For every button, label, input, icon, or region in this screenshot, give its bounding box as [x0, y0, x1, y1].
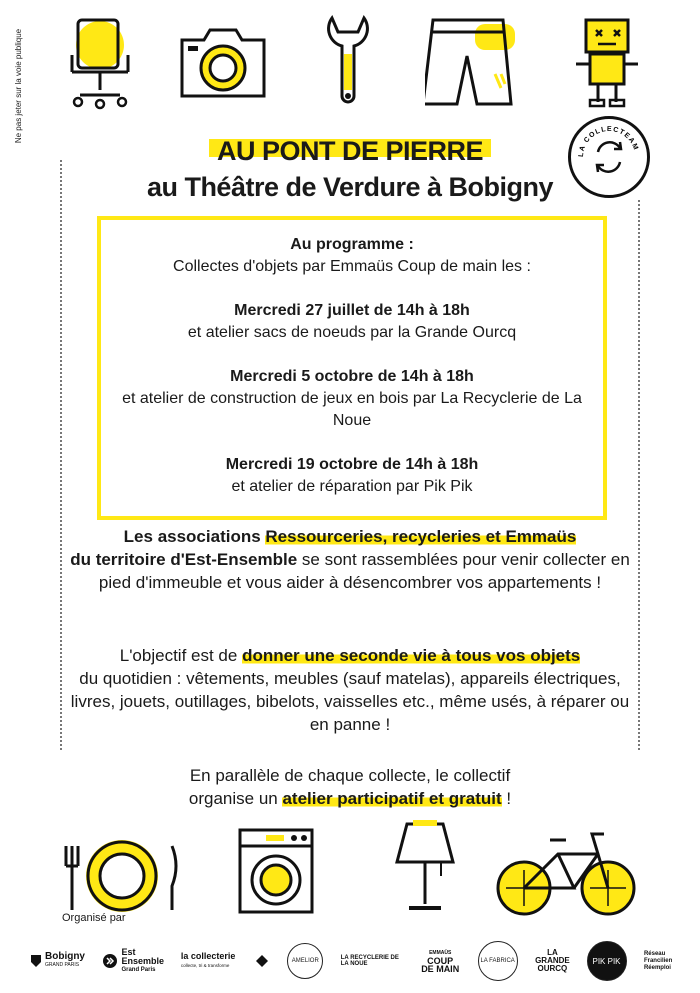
objectif-paragraph [70, 644, 630, 736]
programme-box [97, 216, 607, 520]
side-note: Ne pas jeter sur la voie publique [14, 28, 23, 144]
event-date-3: Mercredi 19 octobre de 14h à 18h [225, 456, 479, 473]
wrench-icon [322, 14, 372, 110]
office-chair-icon [60, 10, 140, 110]
page-subtitle: au Théâtre de Verdure à Bobigny [146, 172, 554, 202]
logo-recyclerie-noue: LA RECYCLERIE DE LA NOUE [340, 955, 399, 967]
est-ensemble-mark-icon [102, 953, 118, 969]
organise-par-label: Organisé par [62, 912, 126, 924]
logo-reseau-francilien-reemploi: Réseau Francilien Réemploi [643, 950, 673, 971]
washing-machine-icon [236, 826, 316, 916]
event-date-2: Mercredi 5 octobre de 14h à 18h [230, 368, 474, 385]
parallele-highlight: atelier participatif et gratuit [282, 789, 502, 808]
event-detail-1: et atelier sacs de noeuds par la Grande Ourcq [187, 324, 517, 341]
logo-bobigny: Bobigny GRAND PARIS [30, 952, 85, 970]
logo-la-grande-ourcq: LA GRANDE OURCQ [535, 948, 570, 973]
bobigny-crest-icon [30, 954, 42, 968]
event-detail-2: et atelier de construction de jeux en bois par La Recyclerie de La Noue [122, 390, 582, 429]
page-title: AU PONT DE PIERRE [0, 136, 700, 167]
associations-paragraph [70, 525, 630, 594]
logo-la-collecterie: la collecterie collecte, tri & transforme [181, 952, 270, 970]
logo-pik-pik: PIK PIK [587, 941, 627, 981]
collecterie-arrows-icon [254, 953, 270, 969]
dotted-line-right [638, 200, 640, 750]
associations-rest: se sont rassemblées pour venir collecter en pied d'immeuble et vous aider à désencombrer vos appartements ! [98, 550, 630, 592]
bicycle-icon [496, 826, 646, 920]
logo-la-fabrica: LA FABRICA [478, 941, 518, 981]
programme-heading: Au programme : [290, 236, 414, 253]
parallele-line2-end: ! [501, 789, 512, 808]
logo-coup-de-main: EMMAÜS COUP DE MAIN [421, 950, 460, 974]
plate-cutlery-icon [60, 826, 185, 916]
shorts-icon [425, 14, 520, 106]
event-detail-3: et atelier de réparation par Pik Pik [231, 478, 473, 495]
parallele-paragraph [70, 764, 630, 810]
robot-icon [572, 14, 642, 110]
associations-highlight: Ressourceries, recycleries et Emmaüs [265, 527, 577, 546]
objectif-start: L'objectif est de [119, 646, 243, 665]
lamp-icon [385, 820, 465, 916]
partner-logos [30, 938, 680, 984]
parallele-line1: En parallèle de chaque collecte, le collectif [189, 766, 511, 785]
dotted-line-left [60, 160, 62, 750]
event-date-1: Mercredi 27 juillet de 14h à 18h [234, 302, 470, 319]
programme-intro: Collectes d'objets par Emmaüs Coup de main les : [173, 258, 531, 275]
objectif-rest: du quotidien : vêtements, meubles (sauf matelas), appareils électriques, livres, jouets, outillages, bibelots, vaisselles etc., même usés, à réparer ou en panne ! [70, 669, 630, 734]
logo-est-ensemble: Est Ensemble Grand Paris [102, 948, 163, 975]
associations-territory: du territoire d'Est-Ensemble [70, 550, 298, 569]
camera-icon [178, 22, 268, 102]
logo-amelior: AMELIOR [287, 943, 323, 979]
associations-lead: Les associations [123, 527, 266, 546]
objectif-highlight: donner une seconde vie à tous vos objets [242, 646, 581, 665]
parallele-line2-start: organise un [188, 789, 283, 808]
stamp-text: LA COLLECTEAM [577, 125, 640, 158]
